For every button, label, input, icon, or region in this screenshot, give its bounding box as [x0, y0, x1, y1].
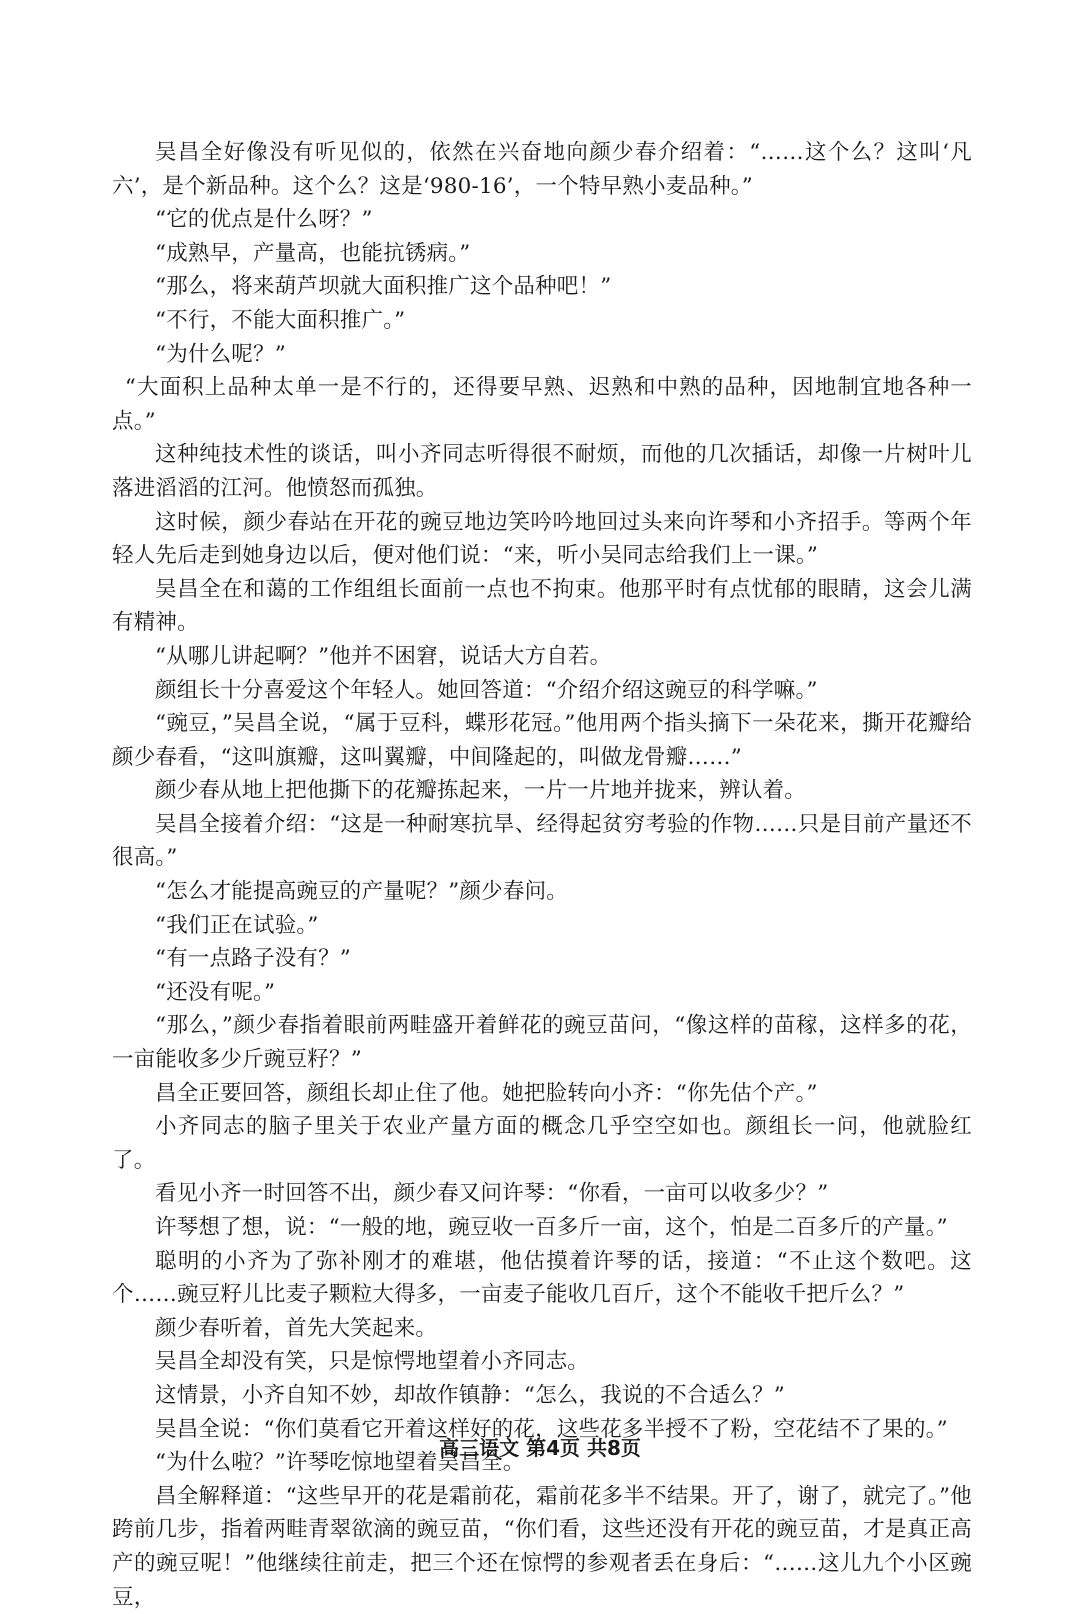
page-footer: 高三语文 第4页 共8页 — [439, 1436, 641, 1460]
paragraph: “为什么啦？”许琴吃惊地望着吴昌全。 — [155, 1450, 525, 1476]
paragraph: “为什么呢？” — [155, 341, 286, 367]
paragraph: “还没有呢。” — [155, 979, 276, 1005]
paragraph: 许琴想了想，说：“一般的地，豌豆收一百多斤一亩，这个，怕是二百多斤的产量。” — [155, 1215, 948, 1240]
paragraph: 这情景，小齐自知不妙，却故作镇静：“怎么，我说的不合适么？” — [155, 1382, 785, 1408]
paragraph: “成熟早，产量高，也能抗锈病。” — [155, 240, 471, 266]
paragraph: 颜少春从地上把他撕下的花瓣拣起来，一片一片地并拢来，辨认着。 — [155, 778, 807, 804]
paragraph: “大面积上品种太单一是不行的，还得要早熟、迟熟和中熟的品种，因地制宜地各种一点。” — [112, 375, 972, 434]
paragraph: 吴昌全在和蔼的工作组组长面前一点也不拘束。他那平时有点忧郁的眼睛，这会儿满有精神。 — [112, 576, 972, 636]
paragraph: 昌全正要回答，颜组长却止住了他。她把脸转向小齐：“你先估个产。” — [155, 1080, 818, 1106]
paragraph: 吴昌全好像没有听见似的，依然在兴奋地向颜少春介绍着：“……这个么？这叫‘凡六’，是个新品种。这个么？这是‘980-16’，一个特早熟小麦品种。” — [112, 140, 972, 199]
paragraph: 吴昌全却没有笑，只是惊愕地望着小齐同志。 — [155, 1349, 590, 1375]
paragraph: 聪明的小齐为了弥补刚才的难堪，他估摸着许琴的话，接道：“不止这个数吧。这个……豌豆籽儿比麦子颗粒大得多，一亩麦子能收几百斤，这个不能收千把斤么？” — [112, 1248, 972, 1308]
paragraph: “从哪儿讲起啊？”他并不困窘，说话大方自若。 — [155, 643, 612, 669]
paragraph: “那么，将来葫芦坝就大面积推广这个品种吧！” — [155, 274, 612, 300]
article-body — [112, 136, 972, 1614]
paragraph: “怎么才能提高豌豆的产量呢？”颜少春问。 — [155, 879, 568, 905]
paragraph: 吴昌全说：“你们莫看它开着这样好的花，这些花多半授不了粉，空花结不了果的。” — [155, 1416, 948, 1442]
paragraph: “不行，不能大面积推广。” — [155, 307, 406, 333]
paragraph: 这时候，颜少春站在开花的豌豆地边笑吟吟地回过头来向许琴和小齐招手。等两个年轻人先后走到她身边以后，便对他们说：“来，听小吴同志给我们上一课。” — [112, 509, 972, 569]
paragraph: “它的优点是什么呀？” — [155, 207, 373, 233]
paragraph: 吴昌全接着介绍：“这是一种耐寒抗旱、经得起贫穷考验的作物……只是目前产量还不很高。” — [112, 811, 972, 871]
paragraph: “我们正在试验。” — [155, 912, 319, 938]
paragraph: “有一点路子没有？” — [155, 946, 351, 972]
paragraph: 颜少春听着，首先大笑起来。 — [155, 1315, 438, 1341]
paragraph: “豌豆，”吴昌全说，“属于豆科，蝶形花冠。”他用两个指头摘下一朵花来，撕开花瓣给颜少春看，“这叫旗瓣，这叫翼瓣，中间隆起的，叫做龙骨瓣……” — [112, 711, 972, 770]
paragraph: 小齐同志的脑子里关于农业产量方面的概念几乎空空如也。颜组长一问，他就脸红了。 — [112, 1114, 972, 1173]
paragraph: “那么，”颜少春指着眼前两畦盛开着鲜花的豌豆苗问，“像这样的苗稼，这样多的花，一亩能收多少斤豌豆籽？” — [112, 1013, 972, 1073]
paragraph: 这种纯技术性的谈话，叫小齐同志听得很不耐烦，而他的几次插话，却像一片树叶儿落进滔滔的江河。他愤怒而孤独。 — [112, 442, 972, 501]
paragraph: 颜组长十分喜爱这个年轻人。她回答道：“介绍介绍这豌豆的科学嘛。” — [155, 677, 818, 703]
paragraph: 看见小齐一时回答不出，颜少春又问许琴：“你看，一亩可以收多少？” — [155, 1181, 829, 1207]
paragraph: 昌全解释道：“这些早开的花是霜前花，霜前花多半不结果。开了，谢了，就完了。”他跨前几步，指着两畦青翠欲滴的豌豆苗，“你们看，这些还没有开花的豌豆苗，才是真正高产的豌豆呢！”他继续往前走，把三个还在惊愕的参观者丢在身后：“……这儿九个小区豌豆， — [112, 1483, 972, 1610]
